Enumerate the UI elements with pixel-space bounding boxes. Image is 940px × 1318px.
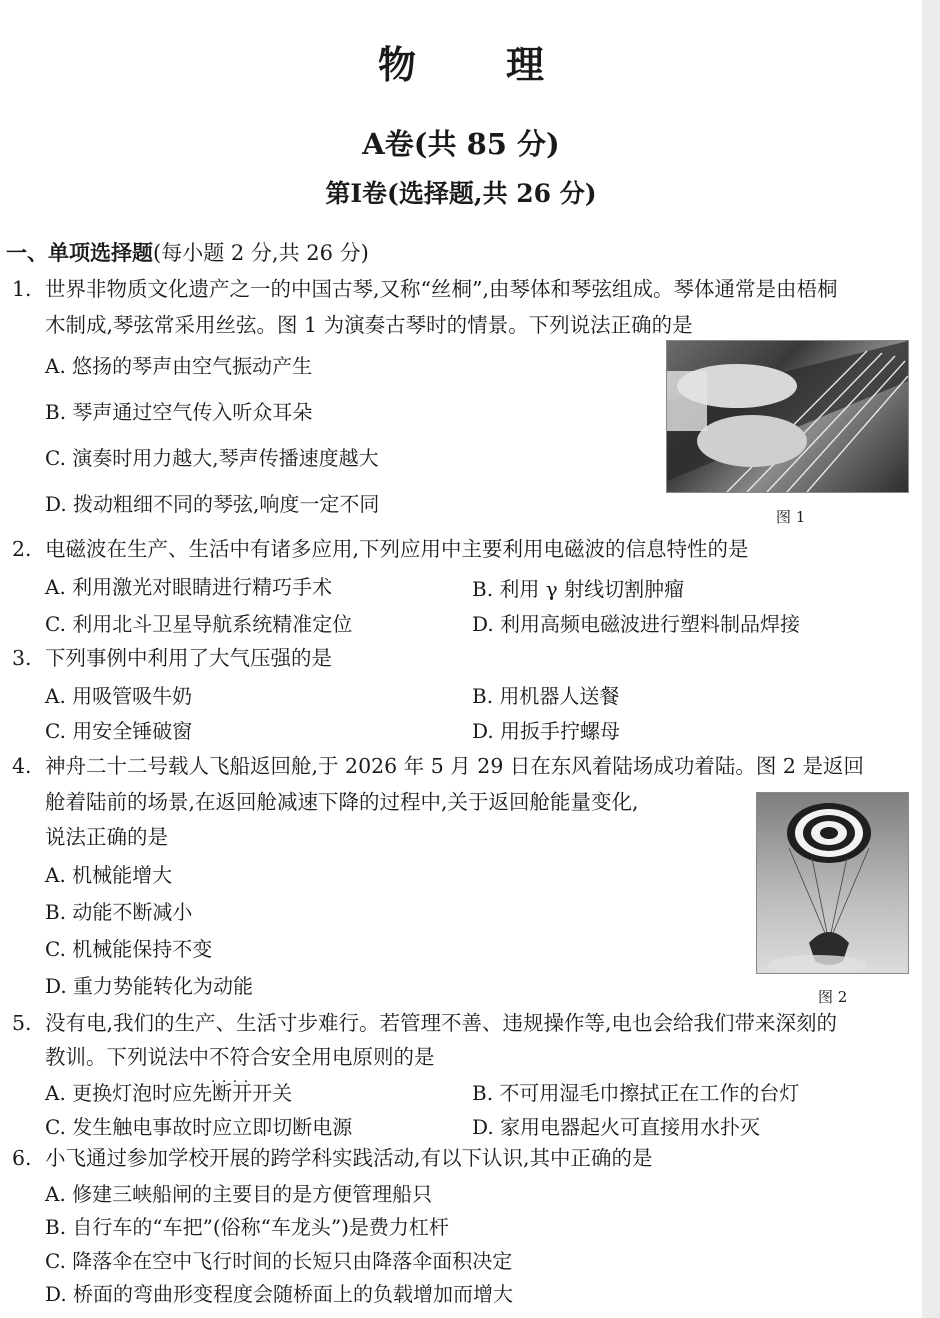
question-5-option-c: C. 发生触电事故时应立即切断电源 [45,1115,353,1139]
question-4-line-3: 说法正确的是 [45,825,168,849]
question-2-line-1: 电磁波在生产、生活中有诸多应用,下列应用中主要利用电磁波的信息特性的是 [45,537,749,561]
question-3-line-1: 下列事例中利用了大气压强的是 [45,646,332,670]
guqin-illustration [667,341,908,492]
question-2-option-a: A. 利用激光对眼睛进行精巧手术 [45,575,333,599]
question-1-option-a: A. 悠扬的琴声由空气振动产生 [45,354,313,378]
question-6-number: 6. [12,1146,32,1170]
question-5-line-2-head: 教训。下列说法中 [45,1045,209,1069]
question-1-option-d: D. 拨动粗细不同的琴弦,响度一定不同 [45,492,380,516]
question-3-option-c: C. 用安全锤破窗 [45,719,193,743]
question-3-option-d: D. 用扳手拧螺母 [472,719,621,743]
question-4-option-a: A. 机械能增大 [45,863,173,887]
question-1-line-1: 世界非物质文化遗产之一的中国古琴,又称“丝桐”,由琴体和琴弦组成。琴体通常是由梧桐 [45,277,838,301]
figure-2-parachute-photo [756,792,909,974]
question-4-line-2: 舱着陆前的场景,在返回舱减速下降的过程中,关于返回舱能量变化, [45,790,639,814]
question-6-option-a: A. 修建三峡船闸的主要目的是方便管理船只 [45,1182,433,1206]
question-5-option-a: A. 更换灯泡时应先断开开关 [45,1081,293,1105]
question-2-option-d: D. 利用高频电磁波进行塑料制品焊接 [472,612,801,636]
question-4-option-b: B. 动能不断减小 [45,900,193,924]
question-5-emphasis: 不符合 · · · · [209,1045,271,1069]
question-4-option-d: D. 重力势能转化为动能 [45,974,254,998]
parachute-illustration [757,793,908,973]
question-3-number: 3. [12,646,32,670]
question-4-line-1: 神舟二十二号载人飞船返回舱,于 2026 年 5 月 29 日在东风着陆场成功着陆。图 2 是返回 [45,754,864,778]
question-1-line-2: 木制成,琴弦常采用丝弦。图 1 为演奏古琴时的情景。下列说法正确的是 [45,313,693,337]
question-6-option-b: B. 自行车的“车把”(俗称“车龙头”)是费力杠杆 [45,1215,449,1239]
question-5-number: 5. [12,1011,32,1035]
question-3-option-b: B. 用机器人送餐 [472,684,620,708]
subject-title: 物理 [377,42,634,87]
section-note: (每小题 2 分,共 26 分) [153,241,369,265]
volume-heading: A卷(共 85 分) [362,127,560,161]
question-5-line-2 [45,1042,435,1072]
question-6-line-1: 小飞通过参加学校开展的跨学科实践活动,有以下认识,其中正确的是 [45,1146,653,1170]
question-4-option-c: C. 机械能保持不变 [45,937,213,961]
question-6-option-c: C. 降落伞在空中飞行时间的长短只由降落伞面积决定 [45,1249,513,1273]
question-2-option-b: B. 利用 γ 射线切割肿瘤 [472,577,685,601]
question-2-option-c: C. 利用北斗卫星导航系统精准定位 [45,612,353,636]
question-3-option-a: A. 用吸管吸牛奶 [45,684,193,708]
question-1-option-b: B. 琴声通过空气传入听众耳朵 [45,400,313,424]
question-4-number: 4. [12,754,32,778]
part-heading: 第Ⅰ卷(选择题,共 26 分) [325,179,597,208]
section-label: 一、单项选择题 [6,240,153,265]
figure-1-guqin-photo [666,340,909,493]
question-1-number: 1. [12,277,32,301]
question-5-line-2-tail: 安全用电原则的是 [270,1045,435,1069]
question-5-option-d: D. 家用电器起火可直接用水扑灭 [472,1115,761,1139]
figure-2-caption: 图 2 [818,988,848,1006]
section-heading [6,237,369,267]
question-2-number: 2. [12,537,32,561]
figure-1-caption: 图 1 [776,508,806,526]
question-1-option-c: C. 演奏时用力越大,琴声传播速度越大 [45,446,379,470]
question-5-line-1: 没有电,我们的生产、生活寸步难行。若管理不善、违规操作等,电也会给我们带来深刻的 [45,1011,838,1035]
question-5-option-b: B. 不可用湿毛巾擦拭正在工作的台灯 [472,1081,800,1105]
question-6-option-d: D. 桥面的弯曲形变程度会随桥面上的负载增加而增大 [45,1282,514,1306]
